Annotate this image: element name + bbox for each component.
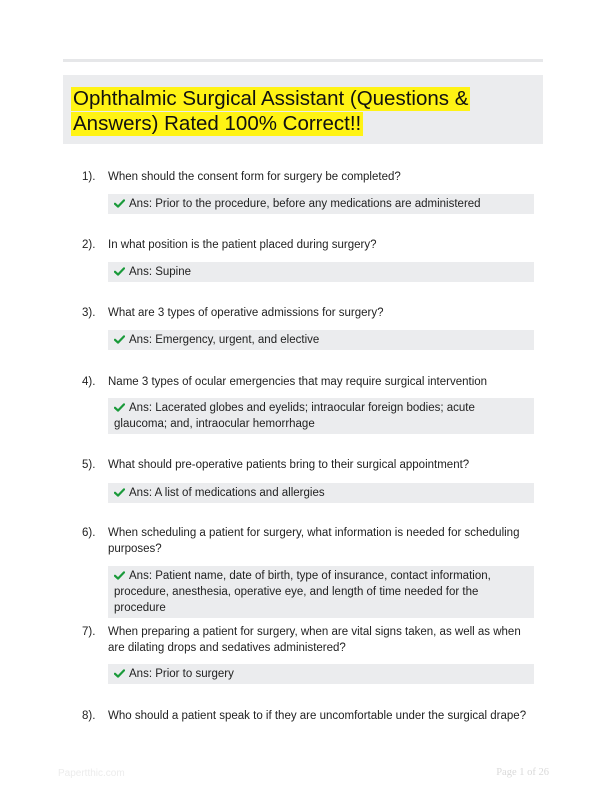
question-text: What should pre-operative patients bring to their surgical appointment? xyxy=(108,459,470,471)
answer-text: Ans: Emergency, urgent, and elective xyxy=(129,334,320,346)
question-number: 7). xyxy=(82,626,96,638)
answer-box xyxy=(108,664,534,684)
title-highlight: Ophthalmic Surgical Assistant (Questions & Answers) Rated 100% Correct!! xyxy=(73,87,469,135)
page-number: Page 1 of 26 xyxy=(496,767,549,778)
check-icon xyxy=(114,267,125,276)
answer-box xyxy=(108,398,534,434)
answer-box xyxy=(108,483,534,503)
document-title xyxy=(71,86,531,136)
answer-text: Ans: Supine xyxy=(129,266,192,278)
footer-watermark: Papertthic.com xyxy=(58,768,125,779)
top-rule xyxy=(63,59,543,62)
question-number: 2). xyxy=(82,239,96,251)
answer-text: Ans: Prior to the procedure, before any medications are administered xyxy=(129,198,481,210)
question-number: 3). xyxy=(82,307,96,319)
question-number: 8). xyxy=(82,710,96,722)
question-number: 6). xyxy=(82,527,96,539)
check-icon xyxy=(114,669,125,678)
answer-text: Ans: A list of medications and allergies xyxy=(129,487,325,499)
check-icon xyxy=(114,403,125,412)
question-text: When should the consent form for surgery be completed? xyxy=(108,171,401,183)
answer-box xyxy=(108,262,534,282)
question-text: What are 3 types of operative admissions for surgery? xyxy=(108,307,384,319)
check-icon xyxy=(114,199,125,208)
answer-text: Ans: Lacerated globes and eyelids; intraocular foreign bodies; acute glaucoma; and, intraocular hemorrhage xyxy=(114,402,475,430)
check-icon xyxy=(114,335,125,344)
answer-text: Ans: Prior to surgery xyxy=(129,668,234,680)
check-icon xyxy=(114,571,125,580)
question-text: Name 3 types of ocular emergencies that may require surgical intervention xyxy=(108,376,488,388)
answer-box xyxy=(108,566,534,618)
check-icon xyxy=(114,488,125,497)
question-text: Who should a patient speak to if they are uncomfortable under the surgical drape? xyxy=(108,710,527,722)
answer-text: Ans: Patient name, date of birth, type of insurance, contact information, procedure, anesthesia, operative eye, and length of time needed for the procedure xyxy=(114,570,491,614)
question-number: 5). xyxy=(82,459,96,471)
question-text: In what position is the patient placed during surgery? xyxy=(108,239,377,251)
question-text: When preparing a patient for surgery, when are vital signs taken, as well as when are dilating drops and sedatives administered? xyxy=(108,626,521,654)
question-number: 1). xyxy=(82,171,96,183)
question-number: 4). xyxy=(82,376,96,388)
answer-box xyxy=(108,330,534,350)
answer-box xyxy=(108,194,534,214)
question-text: When scheduling a patient for surgery, what information is needed for scheduling purposes? xyxy=(108,527,520,555)
